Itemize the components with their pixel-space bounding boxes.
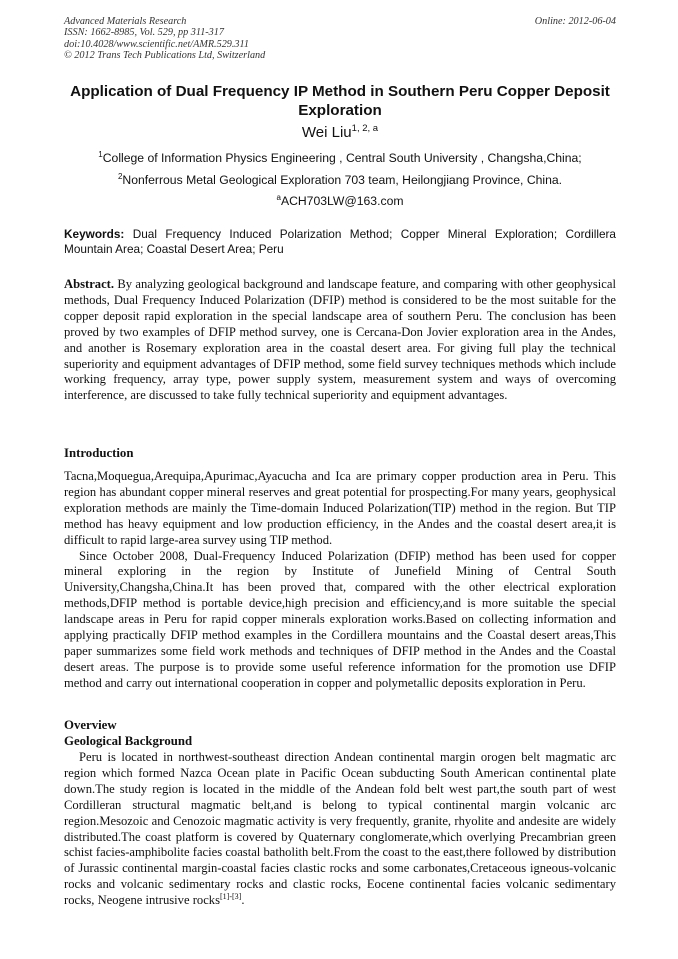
sentence-end: . bbox=[241, 893, 245, 908]
abstract-label: Abstract. bbox=[64, 277, 115, 291]
author-superscript: 1, 2, a bbox=[351, 123, 379, 134]
email-link[interactable]: ACH703LW@163.com bbox=[280, 194, 404, 208]
citation-reference[interactable]: [1]-[3] bbox=[219, 892, 242, 902]
author-name: Wei Liu bbox=[301, 124, 352, 141]
keywords-text: Dual Frequency Induced Polarization Method; Copper Mineral Exploration; Cordillera Mountain Area; Coastal Desert Area; Peru bbox=[64, 227, 616, 257]
affiliation-2-mark: 2 bbox=[117, 172, 123, 181]
geological-background-heading: Geological Background bbox=[64, 734, 193, 748]
affiliation-1-mark: 1 bbox=[98, 150, 103, 159]
journal-name: Advanced Materials Research bbox=[64, 16, 187, 27]
affiliation-2 bbox=[64, 172, 616, 188]
introduction-body bbox=[64, 469, 616, 692]
paper-title: Application of Dual Frequency IP Method in Southern Peru Copper Deposit Exploration bbox=[70, 83, 610, 119]
affiliation-1-text: College of Information Physics Engineering , Central South University , Changsha,China; bbox=[102, 151, 582, 165]
affiliation-email-mark: a bbox=[276, 193, 281, 202]
geological-background-text: Peru is located in northwest-southeast direction Andean continental margin orogen belt magmatic arc region which formed Nazca Ocean plate in Pacific Ocean subducting South American continental plate down.The study region is located in the middle of the Andean fold belt west part,the south part of west Cordilleran structural magmatic belt,and is belong to typical continental margin volcanic arc region.Mesozoic and Cenozoic magmatic activity is very frequently, granite, rhyolite and andesite are widely distributed.The coast platform is covered by Quaternary conglomerate,which overlying Precambrian green schist facies-amphibolite facies coastal batholith belt.From the coast to the east,there followed by distribution of Jurassic continental margin-coastal facies clastic rocks and some carbonates,Cretaceous igneous-volcanic rocks and volcanic sedimentary rocks and clastic rocks, Eocene continental facies volcanic sedimentary rocks, Neogene intrusive rocks bbox=[64, 750, 616, 908]
introduction-paragraph-2: Since October 2008, Dual-Frequency Induced Polarization (DFIP) method has been used for copper mineral exploring in the region by Institute of Junefield Mining of Central South University,Changsha,China.It has been proved that, compared with the other electrical exploration methods,DFIP method is portable device,high precision and efficiency,and is more suitable the special landscape areas in Peru for rapid copper minerals exploration works.Based on collecting information and applying practically DFIP method examples in the Cordillera mountains and the Coastal desert areas,This paper summarizes some field work methods and techniques of DFIP method in the Andes and the Coastal desert areas. The purpose is to provide some useful reference information for the promotion use DFIP method and carry out international cooperation in copper and polymetallic deposits exploration in Peru. bbox=[64, 548, 616, 690]
author-line bbox=[64, 123, 616, 143]
copyright-line: © 2012 Trans Tech Publications Ltd, Switzerland bbox=[64, 49, 266, 61]
affiliation-1 bbox=[64, 150, 616, 166]
geological-background-paragraph bbox=[64, 750, 616, 909]
abstract-text: By analyzing geological background and landscape feature, and comparing with other geophysical methods, Dual Frequency Induced Polarization (DFIP) method is considered to be the most suitable for the copper deposit rapid exploration in the special landscape area of southern Peru. The conclusion has been proved by two examples of DFIP method survey, one is Cercana-Don Jovier exploration area in the Andes, and another is Rosemary exploration area in the coastal desert area. For giving full play the technical superiority and equipment advantages of DFIP method, some field survey techniques methods which include working frequency, array type, power supply system, measurement system and ways of overcoming interference, are discussed to take fully technical superiority and equipment advantages. bbox=[64, 277, 616, 403]
introduction-paragraph-1: Tacna,Moquegua,Arequipa,Apurimac,Ayacucha and Ica are primary copper production area in Peru. This region has abundant copper mineral reserves and great potential for prospecting.For many years, geophysical exploration methods are mainly the Time-domain Induced Polarization(TIP) method in the region. But TIP method has heavy equipment and low production efficiency, in the Andes and the coastal desert area,it is difficult to rapid large-area survey using TIP method. bbox=[64, 469, 616, 547]
overview-heading: Overview bbox=[64, 718, 117, 732]
journal-header bbox=[64, 16, 616, 61]
affiliation-2-text: Nonferrous Metal Geological Exploration 703 team, Heilongjiang Province, China. bbox=[122, 173, 563, 187]
issn-line: ISSN: 1662-8985, Vol. 529, pp 311-317 bbox=[64, 27, 224, 39]
affiliation-email bbox=[64, 193, 616, 209]
keywords bbox=[64, 227, 616, 257]
introduction-heading: Introduction bbox=[64, 446, 134, 460]
keywords-label: Keywords: bbox=[64, 227, 125, 241]
abstract bbox=[64, 277, 616, 404]
online-date: Online: 2012-06-04 bbox=[534, 16, 616, 27]
doi-line: doi:10.4028/www.scientific.net/AMR.529.311 bbox=[64, 38, 249, 50]
overview-body bbox=[64, 750, 616, 909]
